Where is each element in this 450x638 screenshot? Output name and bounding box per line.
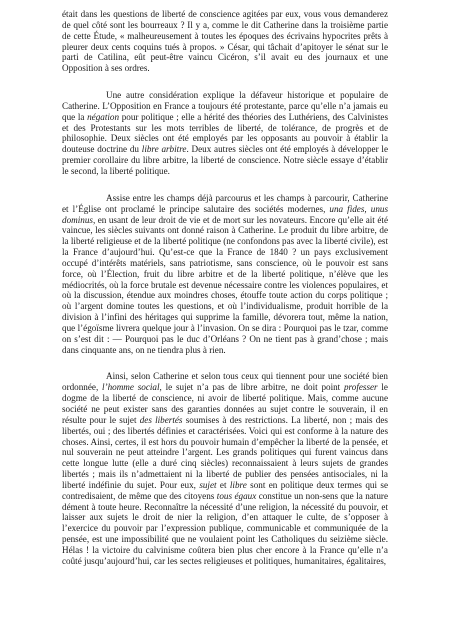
text-run: soumises à des restrictions. La liberté, non ; mais des libertés, oui ; des libertés définies et caractérisées. Voici qui est conforme à la nature des choses. Ainsi, certes, il est hors du pouvoir humain d’empêcher la liberté de la pensée, et nul souverain ne peut atteindre l’argent. Les grands politiques qui furent vaincus dans cette longue lutte (elle a duré cinq siècles) reconnaissaient à leurs sujets de grandes libertés ; mais ils n’admettaient ni la liberté de publier des pensées antisociales, ni la liberté indéfinie du sujet. Pour eux,	[62, 414, 388, 490]
text-run: , en usant de leur droit de vie et de mort sur les novateurs. Encore qu’elle ait été vaincue, les siècles suivants ont donné raison à Catherine. Le produit du libre arbitre, de la liberté religieuse et de la liberté politique (ne confondons pas avec la liberté civile), est la France d’aujourd’hui. Qu’est-ce que la France de 1840 ? un pays exclusivement occupé d’intérêts matériels, sans patriotisme, sans conscience, où le pouvoir est sans force, où l’Élection, fruit du libre arbitre et de la liberté politique, n’élève que les médiocrités, où la force brutale est devenue nécessaire contre les violences populaires, et où la discussion, étendue aux moindres choses, étouffe toute action du corps politique ; où l’argent domine toutes les questions, et où l’individualisme, produit horrible de la division à l’infini des héritages qui supprime la famille, dévorera tout, même la nation, que l’égoïsme livrera quelque jour à l’invasion. On se dira : Pourquoi pas le tzar, comme on s’est dit : — Pourquoi pas le duc d’Orléans ? On ne tient pas à grand’chose ; mais dans cinquante ans, on ne tiendra plus à rien.	[62, 214, 388, 355]
text-run: sont en politique deux termes qui se contredisaient, de même que des citoyens	[62, 479, 388, 501]
text-run: et	[216, 479, 230, 490]
italic-text: professer	[343, 382, 378, 393]
paragraph	[62, 9, 388, 74]
text-run: , le sujet n’a pas de libre arbitre, ne doit point	[159, 382, 344, 393]
italic-text: libre arbitre	[141, 144, 187, 155]
body-text	[62, 9, 388, 567]
text-run: Ainsi, selon Catherine et selon tous ceux qui tiennent pour une société bien ordonnée,	[62, 371, 388, 393]
italic-text: l’homme social	[102, 382, 160, 393]
italic-text: sujet	[199, 479, 217, 490]
italic-text: una fides, unus dominus	[62, 203, 388, 225]
paragraph	[62, 193, 388, 356]
paragraph	[62, 90, 388, 177]
italic-text: négation	[87, 111, 120, 122]
text-run: . Deux autres siècles ont été employés à développer le premier corollaire du libre arbitre, la liberté de conscience. Notre siècle essaye d’établir le second, la liberté politique.	[62, 144, 388, 176]
italic-text: tous égaux	[216, 490, 257, 501]
text-run: constitue un non-sens que la nature dément à toute heure. Reconnaître la nécessité d’une religion, la nécessité du pouvoir, et laisser aux sujets le droit de nier la religion, d’en attaquer le culte, de s’opposer à l’exercice du pouvoir par l’expression publique, communicable et communiquée de la pensée, est une impossibilité que ne voulaient point les Catholiques du seizième siècle. Hélas ! la victoire du calvinisme coûtera bien plus cher encore à la France qu’elle n’a coûté jusqu’aujourd’hui, car les sectes religieuses et politiques, humanitaires, égalitaires,	[62, 490, 388, 566]
text-run: Une autre considération explique la défaveur historique et populaire de Catherine. L’Opposition en France a toujours été protestante, parce qu’elle n’a jamais eu que la	[62, 90, 388, 122]
text-run: Assise entre les champs déjà parcourus et les champs à parcourir, Catherine et l’Église ont proclamé le principe salutaire des sociétés modernes,	[62, 192, 388, 214]
text-run: le dogme de la liberté de conscience, ni avoir de liberté politique. Mais, comme aucune société ne peut exister sans des garanties données au sujet contre le souverain, il en résulte pour le sujet	[62, 382, 388, 425]
italic-text: libre	[229, 479, 247, 490]
paragraph	[62, 371, 388, 566]
text-run: pour politique ; elle a hérité des théories des Luthériens, des Calvinistes et des Protestants sur les mots terribles de liberté, de tolérance, de progrès et de philosophie. Deux siècles ont été employés par les opposants au pouvoir à établir la douteuse doctrine du	[62, 111, 388, 155]
italic-text: des libertés	[139, 414, 183, 425]
text-run: était dans les questions de liberté de conscience agitées par eux, vous vous demanderez de quel côté sont les bourreaux ? Il y a, comme le dit Catherine dans la troisième partie de cette Étude, « malheureusement à toutes les époques des écrivains hypocrites prêts à pleurer deux cents coquins tués à propos. » César, qui tâchait d’apitoyer le sénat sur le parti de Catilina, eût peut-être vaincu Cicéron, s’il avait eu des journaux et une Opposition à ses ordres.	[62, 9, 388, 74]
